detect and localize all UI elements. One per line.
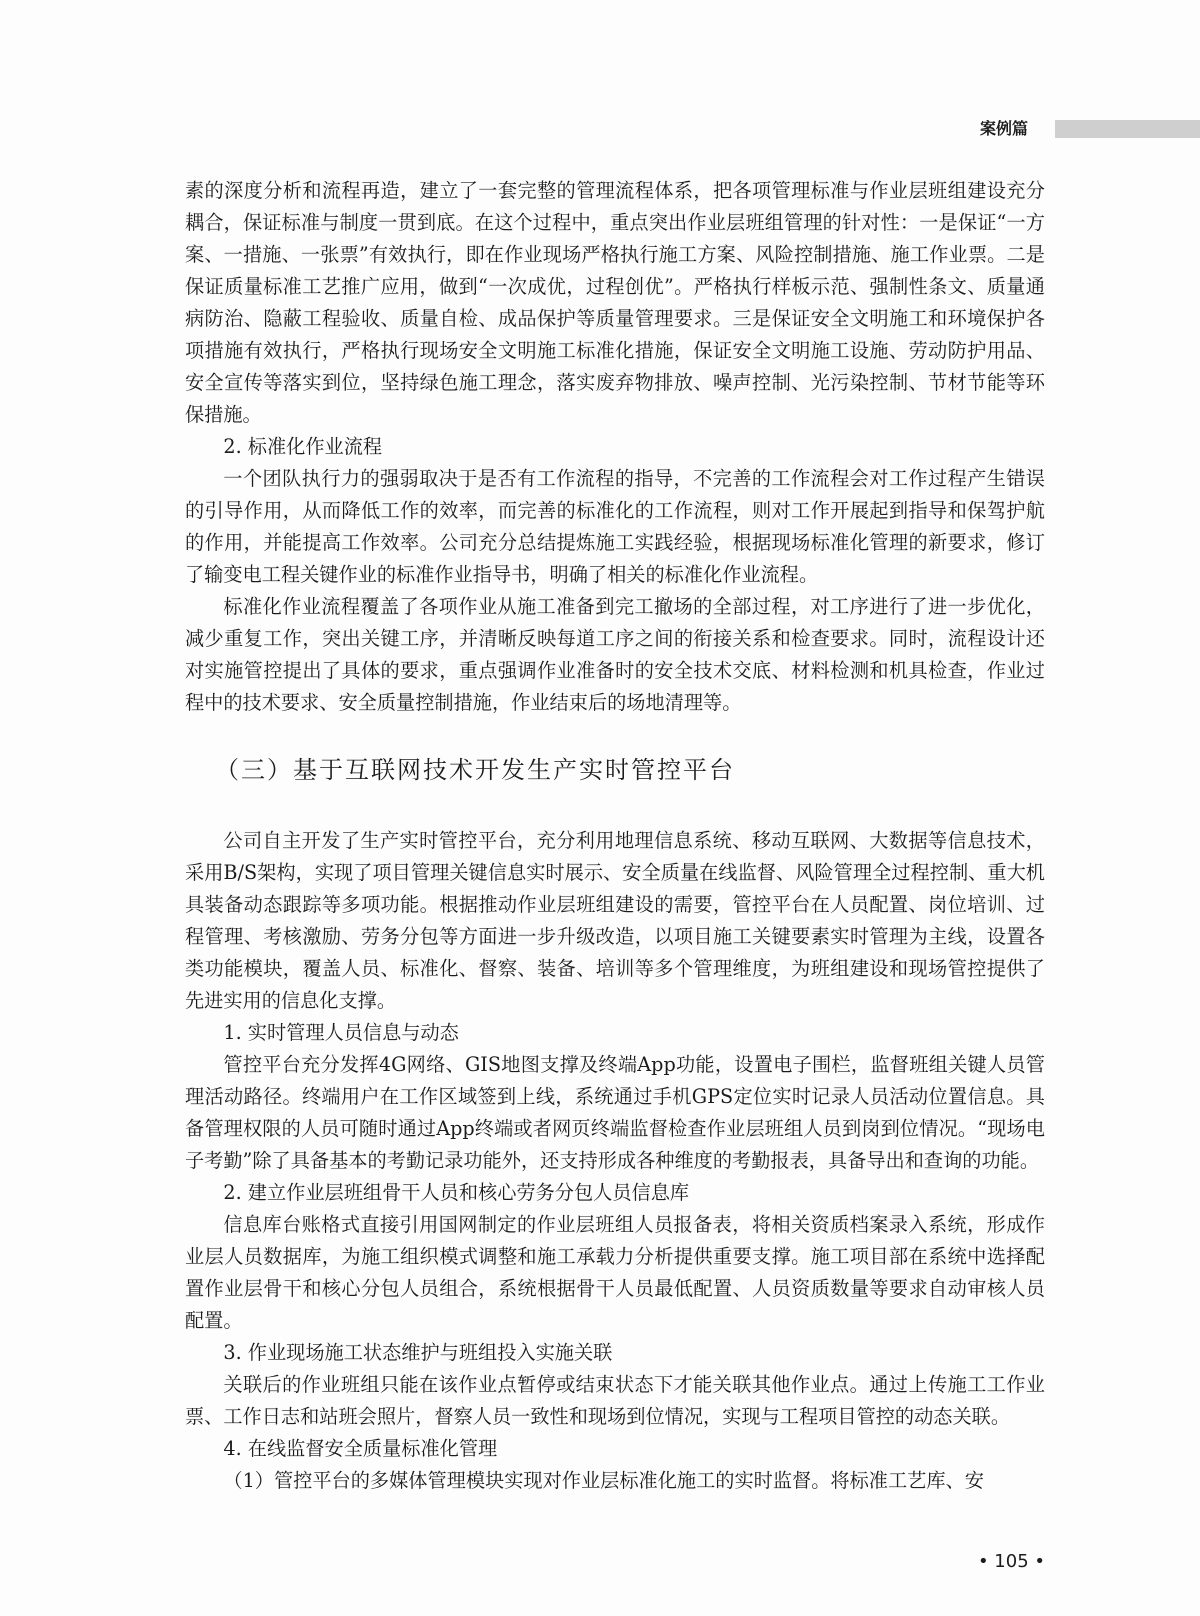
header-band xyxy=(1055,120,1200,138)
paragraph-intro: 素的深度分析和流程再造，建立了一套完整的管理流程体系，把各项管理标准与作业层班组建设充分耦合，保证标准与制度一贯到底。在这个过程中，重点突出作业层班组管理的针对性：一是保证“一方案、一措施、一张票”有效执行，即在作业现场严格执行施工方案、风险控制措施、施工作业票。二是保证质量标准工艺推广应用，做到“一次成优，过程创优”。严格执行样板示范、强制性条文、质量通病防治、隐蔽工程验收、质量自检、成品保护等质量管理要求。三是保证安全文明施工和环境保护各项措施有效执行，严格执行现场安全文明施工标准化措施，保证安全文明施工设施、劳动防护用品、安全宣传等落实到位，坚持绿色施工理念，落实废弃物排放、噪声控制、光污染控制、节材节能等环保措施。 xyxy=(185,179,1045,426)
paragraph: 标准化作业流程覆盖了各项作业从施工准备到完工撤场的全部过程，对工序进行了进一步优化，减少重复工作，突出关键工序，并清晰反映每道工序之间的衔接关系和检查要求。同时，流程设计还对实施管控提出了具体的要求，重点强调作业准备时的安全技术交底、材料检测和机具检查，作业过程中的技术要求、安全质量控制措施，作业结束后的场地清理等。 xyxy=(185,595,1045,714)
paragraph: 公司自主开发了生产实时管控平台，充分利用地理信息系统、移动互联网、大数据等信息技术，采用B/S架构，实现了项目管理关键信息实时展示、安全质量在线监督、风险管理全过程控制、重大机具装备动态跟踪等多项功能。根据推动作业层班组建设的需要，管控平台在人员配置、岗位培训、过程管理、考核激励、劳务分包等方面进一步升级改造，以项目施工关键要素实时管理为主线，设置各类功能模块，覆盖人员、标准化、督察、装备、培训等多个管理维度，为班组建设和现场管控提供了先进实用的信息化支撑。 xyxy=(185,829,1045,1012)
paragraph: 关联后的作业班组只能在该作业点暂停或结束状态下才能关联其他作业点。通过上传施工工作业票、工作日志和站班会照片，督察人员一致性和现场到位情况，实现与工程项目管控的动态关联。 xyxy=(185,1373,1045,1428)
paragraph: （1）管控平台的多媒体管理模块实现对作业层标准化施工的实时监督。将标准工艺库、安 xyxy=(223,1469,984,1492)
section-label: 案例篇 xyxy=(980,119,1029,138)
paragraph: 一个团队执行力的强弱取决于是否有工作流程的指导，不完善的工作流程会对工作过程产生错误的引导作用，从而降低工作的效率，而完善的标准化的工作流程，则对工作开展起到指导和保驾护航的作用，并能提高工作效率。公司充分总结提炼施工实践经验，根据现场标准化管理的新要求，修订了输变电工程关键作业的标准作业指导书，明确了相关的标准化作业流程。 xyxy=(185,467,1045,586)
list-item-standardized-workflow: 2. 标准化作业流程 xyxy=(223,435,383,458)
list-item-online-supervision: 4. 在线监督安全质量标准化管理 xyxy=(223,1437,498,1460)
paragraph: 信息库台账格式直接引用国网制定的作业层班组人员报备表，将相关资质档案录入系统，形成作业层人员数据库，为施工组织模式调整和施工承载力分析提供重要支撑。施工项目部在系统中选择配置作业层骨干和核心分包人员组合，系统根据骨干人员最低配置、人员资质数量等要求自动审核人员配置。 xyxy=(185,1213,1045,1332)
list-item-realtime-personnel: 1. 实时管理人员信息与动态 xyxy=(223,1021,459,1044)
page-number: • 105 • xyxy=(977,1551,1045,1572)
list-item-site-status: 3. 作业现场施工状态维护与班组投入实施关联 xyxy=(223,1341,613,1364)
page-body xyxy=(185,175,1045,1497)
list-item-personnel-database: 2. 建立作业层班组骨干人员和核心劳务分包人员信息库 xyxy=(223,1181,690,1204)
section-heading: （三）基于互联网技术开发生产实时管控平台 xyxy=(215,756,735,784)
paragraph: 管控平台充分发挥4G网络、GIS地图支撑及终端App功能，设置电子围栏，监督班组关键人员管理活动路径。终端用户在工作区域签到上线，系统通过手机GPS定位实时记录人员活动位置信息。具备管理权限的人员可随时通过App终端或者网页终端监督检查作业层班组人员到岗到位情况。“现场电子考勤”除了具备基本的考勤记录功能外，还支持形成各种维度的考勤报表，具备导出和查询的功能。 xyxy=(185,1053,1045,1172)
